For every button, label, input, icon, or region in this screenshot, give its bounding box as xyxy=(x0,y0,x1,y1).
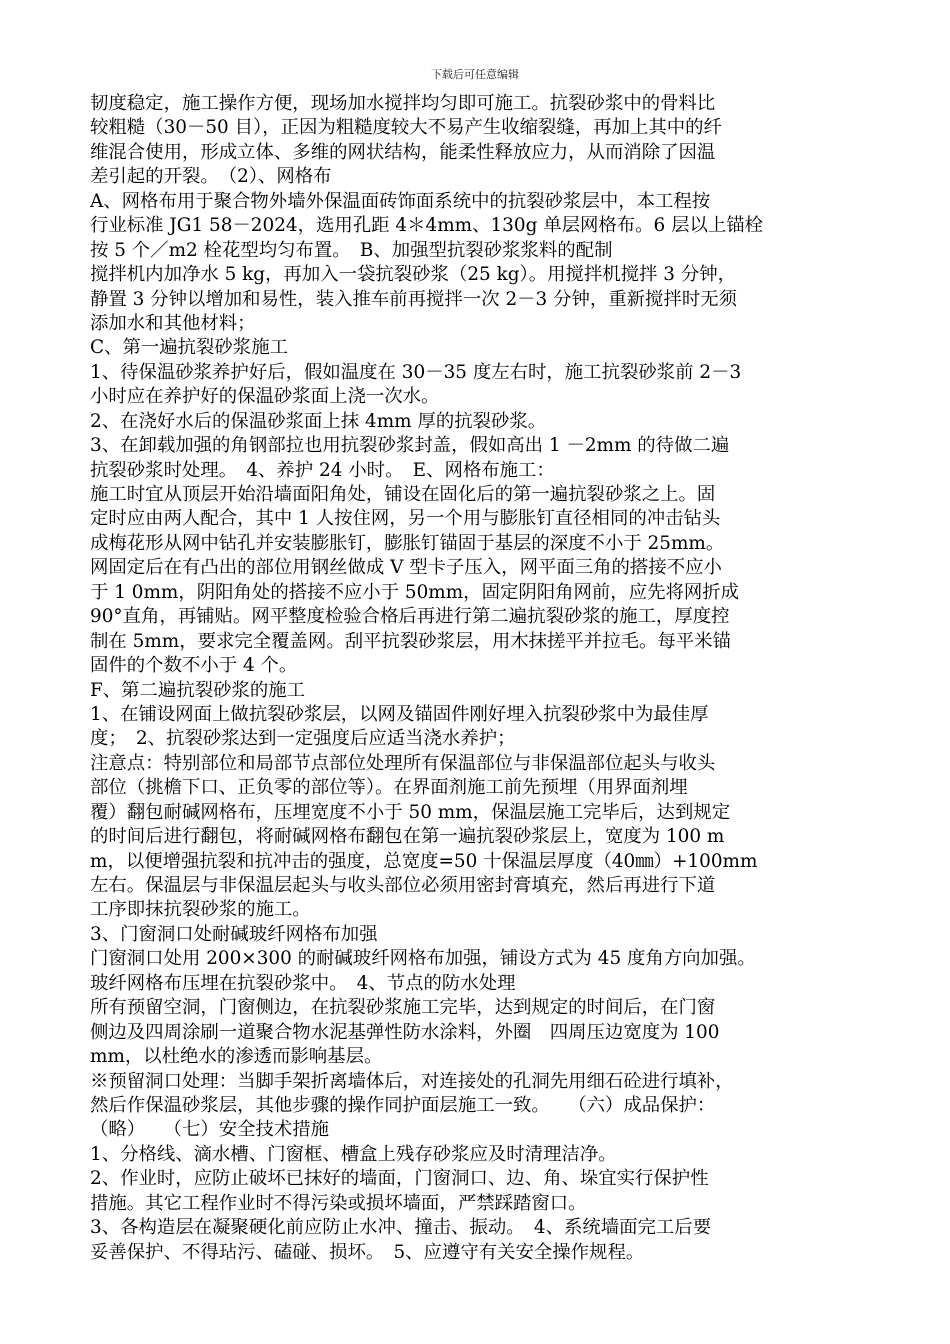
text-line: 3、在卸载加强的角钢部拉也用抗裂砂浆封盖，假如高出 1 －2mm 的待做二遍 xyxy=(90,435,730,457)
text-line: 静置 3 分钟以增加和易性，装入推车前再搅拌一次 2－3 分钟，重新搅拌时无须 xyxy=(90,288,737,310)
text-line: 于 1 0mm，阴阳角处的搭接不应小于 50mm，固定阴阳角网前，应先将网折成 xyxy=(90,581,740,603)
text-line: 添加水和其他材料； xyxy=(90,312,256,334)
text-line: 1、待保温砂浆养护好后，假如温度在 30－35 度左右时，施工抗裂砂浆前 2－3 xyxy=(90,361,742,383)
document-body xyxy=(90,92,865,1265)
text-line: 行业标准 JG1 58－2024，选用孔距 4＊4mm、130g 单层网格布。6 层以上锚栓 xyxy=(90,215,764,237)
text-line: 固件的个数不小于 4 个。 xyxy=(90,655,298,677)
page-header: 下载后可任意编辑 xyxy=(431,68,519,81)
text-line: 度； 2、抗裂砂浆达到一定强度后应适当浇水养护； xyxy=(90,728,516,750)
text-line: 1、在铺设网面上做抗裂砂浆层，以网及锚固件刚好埋入抗裂砂浆中为最佳厚 xyxy=(90,703,709,725)
text-line: 成梅花形从网中钻孔并安装膨胀钉，膨胀钉锚固于基层的深度不小于 25mm。 xyxy=(90,532,725,554)
text-line: 部位（挑檐下口、正负零的部位等）。在界面剂施工前先预埋（用界面剂埋 xyxy=(90,777,688,799)
text-line: 妥善保护、不得玷污、磕碰、损坏。 5、应遵守有关安全操作规程。 xyxy=(90,1241,645,1263)
text-line: 3、门窗洞口处耐碱玻纤网格布加强 xyxy=(90,923,378,945)
text-line: 措施。其它工程作业时不得污染或损坏墙面，严禁踩踏窗口。 xyxy=(90,1192,587,1214)
text-line: 然后作保温砂浆层，其他步骤的操作同护面层施工一致。 （六）成品保护： xyxy=(90,1094,716,1116)
text-line: 网固定后在有凸出的部位用钢丝做成 V 型卡子压入，网平面三角的搭接不应小 xyxy=(90,557,722,579)
text-line: 3、各构造层在凝聚硬化前应防止水冲、撞击、振动。 4、系统墙面完工后要 xyxy=(90,1217,712,1239)
text-line: 较粗糙（30－50 目），正因为粗糙度较大不易产生收缩裂缝，再加上其中的纤 xyxy=(90,117,722,139)
text-line: C、第一遍抗裂砂浆施工 xyxy=(90,337,288,359)
text-line: 所有预留空洞，门窗侧边，在抗裂砂浆施工完毕，达到规定的时间后，在门窗 xyxy=(90,997,716,1019)
text-line: 小时应在养护好的保温砂浆面上浇一次水。 xyxy=(90,386,440,408)
text-line: 搅拌机内加净水 5 kg，再加入一袋抗裂砂浆（25 kg）。用搅拌机搅拌 3 分钟， xyxy=(90,264,736,286)
text-line: mm，以杜绝水的渗透而影响基层。 xyxy=(90,1046,383,1068)
text-line: m，以便增强抗裂和抗冲击的强度，总宽度=50 十保温层厚度（40㎜）+100mm xyxy=(90,850,758,872)
text-line: F、第二遍抗裂砂浆的施工 xyxy=(90,679,306,701)
text-line: 定时应由两人配合，其中 1 人按住网，另一个用与膨胀钉直径相同的冲击钻头 xyxy=(90,508,721,530)
text-line: 覆）翻包耐碱网格布，压埋宽度不小于 50 mm，保温层施工完毕后，达到规定 xyxy=(90,801,731,823)
text-line: 维混合使用，形成立体、多维的网状结构，能柔性释放应力，从而消除了因温 xyxy=(90,141,716,163)
text-line: 工序即抹抗裂砂浆的施工。 xyxy=(90,899,311,921)
text-line: 施工时宜从顶层开始沿墙面阳角处，铺设在固化后的第一遍抗裂砂浆之上。固 xyxy=(90,484,716,505)
text-line: 2、在浇好水后的保温砂浆面上抹 4mm 厚的抗裂砂浆。 xyxy=(90,410,547,432)
text-line: 注意点：特别部位和局部节点部位处理所有保温部位与非保温部位起头与收头 xyxy=(90,752,716,774)
text-line: A、网格布用于聚合物外墙外保温面砖饰面系统中的抗裂砂浆层中，本工程按 xyxy=(90,190,711,212)
text-line: 90°直角，再铺贴。网平整度检验合格后再进行第二遍抗裂砂浆的施工，厚度控 xyxy=(90,606,730,628)
text-line: 玻纤网格布压埋在抗裂砂浆中。 4、节点的防水处理 xyxy=(90,972,516,994)
text-line: ※预留洞口处理：当脚手架折离墙体后，对连接处的孔洞先用细石砼进行填补， xyxy=(90,1070,734,1092)
text-line: 门窗洞口处用 200×300 的耐碱玻纤网格布加强，铺设方式为 45 度角方向加强。 xyxy=(90,948,756,970)
text-line: 左右。保温层与非保温层起头与收头部位必须用密封膏填充，然后再进行下道 xyxy=(90,875,716,896)
text-line: 韧度稳定，施工操作方便，现场加水搅拌均匀即可施工。抗裂砂浆中的骨料比 xyxy=(90,93,716,114)
text-line: 的时间后进行翻包，将耐碱网格布翻包在第一遍抗裂砂浆层上，宽度为 100 m xyxy=(90,826,725,848)
text-line: 按 5 个／m2 栓花型均匀布置。 B、加强型抗裂砂浆浆料的配制 xyxy=(90,239,613,261)
text-line: 差引起的开裂。 （2）、网格布 xyxy=(90,166,332,188)
text-line: （略） （七）安全技术措施 xyxy=(90,1119,330,1141)
text-line: 制在 5mm，要求完全覆盖网。刮平抗裂砂浆层，用木抹搓平并拉毛。每平米锚 xyxy=(90,630,731,652)
text-line: 1、分格线、滴水槽、门窗框、槽盒上残存砂浆应及时清理洁净。 xyxy=(90,1143,617,1165)
text-line: 2、作业时，应防止破坏已抹好的墙面，门窗洞口、边、角、垛宜实行保护性 xyxy=(90,1168,709,1190)
text-line: 侧边及四周涂刷一道聚合物水泥基弹性防水涂料，外圈 四周压边宽度为 100 xyxy=(90,1021,720,1043)
text-line: 抗裂砂浆时处理。 4、养护 24 小时。 E、网格布施工： xyxy=(90,459,555,481)
